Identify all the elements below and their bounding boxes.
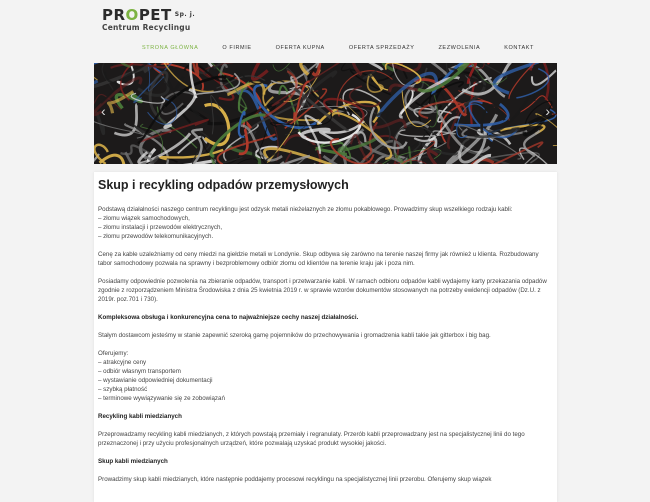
- main-nav: [130, 45, 546, 57]
- cable-scrap-image: [94, 63, 557, 164]
- paragraph-permits: Posiadamy odpowiednie pozwolenia na zbieranie odpadów, transport i przetwarzanie kabli. W ramach odbioru odpadów kabli wydajemy karty przekazania odpadów zgodnie z rozporządzeniem Ministra Środowiska z dnia 25 kwietnia 2019 r. w sprawie wzorów dokumentów stosowanych na potrzeby ewidencji odpadów (Dz.U. z 2019r. poz.701 i 730).: [98, 278, 547, 303]
- nav-item-buy-offer[interactable]: OFERTA KUPNA: [275, 45, 325, 51]
- paragraph-intro: Podstawą działalności naszego centrum recyklingu jest odzysk metali nieżelaznych ze złomu pokablowego. Prowadzimy skup wszelkiego rodzaju kabli: – złomu wiązek samochodowych, – złomu instalacji i przewodów elektrycznych, – złomu przewodów telekomunikacyjnych.: [98, 205, 554, 241]
- list-item: – złomu instalacji i przewodów elektrycznych,: [98, 224, 223, 231]
- heading-skup: Skup kabli miedzianych: [98, 458, 168, 465]
- paragraph-skup: Prowadzimy skup kabli miedzianych, które następnie poddajemy procesowi recyklingu na specjalistycznej linii przerobu. Oferujemy skup wiązek: [98, 476, 492, 483]
- heading-recycling: Recykling kabli miedzianych: [98, 413, 182, 420]
- site-header: [0, 0, 650, 62]
- nav-item-sell-offer[interactable]: OFERTA SPRZEDAŻY: [348, 45, 415, 51]
- list-item: – szybką płatność: [98, 386, 148, 393]
- list-item: – złomu przewodów telekomunikacyjnych.: [98, 233, 214, 240]
- paragraph-recycling: Przeprowadzamy recykling kabli miedzianych, z których powstają przemiały i regranulaty. Przerób kabli przeprowadzany jest na specjalistycznej linii do tego przeznaczonej i przy użyciu profesjonalnych urządzeń, które pozwalają uzyskać produkt wysokiej jakości.: [98, 431, 525, 447]
- slider-next-arrow[interactable]: ›: [545, 103, 550, 119]
- company-logo[interactable]: [102, 6, 195, 32]
- nav-item-permits[interactable]: ZEZWOLENIA: [438, 45, 481, 51]
- nav-item-contact[interactable]: KONTAKT: [504, 45, 535, 51]
- paragraph-highlight: Kompleksowa obsługa i konkurencyjna cena to najważniejsze cechy naszej działalności.: [98, 314, 359, 321]
- list-item: – wystawianie odpowiedniej dokumentacji: [98, 377, 213, 384]
- hero-slider: [94, 63, 557, 164]
- main-content: [94, 172, 557, 502]
- logo-wordmark: PROPET $^{Sp. j.}$: [102, 6, 196, 24]
- nav-item-about[interactable]: O FIRMIE: [222, 45, 252, 51]
- nav-item-home[interactable]: STRONA GŁÓWNA: [142, 45, 199, 51]
- logo-subtitle: Centrum Recyclingu: [102, 23, 191, 32]
- slider-prev-arrow[interactable]: ‹: [101, 103, 106, 119]
- paragraph-containers: Stałym dostawcom jesteśmy w stanie zapewnić szeroką gamę pojemników do przechowywania i gromadzenia kabli takie jak gitterbox i big bag.: [98, 332, 491, 339]
- article-body: [98, 205, 554, 493]
- list-item: – odbiór własnym transportem: [98, 368, 181, 375]
- offer-heading: Oferujemy:: [98, 350, 129, 357]
- paragraph-pricing: Cenę za kable uzależniamy od ceny miedzi na giełdzie metali w Londynie. Skup odbywa się zarówno na terenie naszej firmy jak również u klienta. Rozbudowany tabor samochodowy pozwala na sprawny i bezproblemowy odbiór złomu od klientów na terenie kraju jak i poza nim.: [98, 251, 539, 267]
- list-item: – atrakcyjne ceny: [98, 359, 147, 366]
- list-item: – złomu wiązek samochodowych,: [98, 215, 190, 222]
- logo-suffix: Sp. j.: [174, 11, 196, 18]
- list-item: – terminowe wywiązywanie się ze zobowiązań: [98, 395, 225, 402]
- page-title: Skup i recykling odpadów przemysłowych: [98, 178, 349, 192]
- offer-list: [98, 349, 554, 403]
